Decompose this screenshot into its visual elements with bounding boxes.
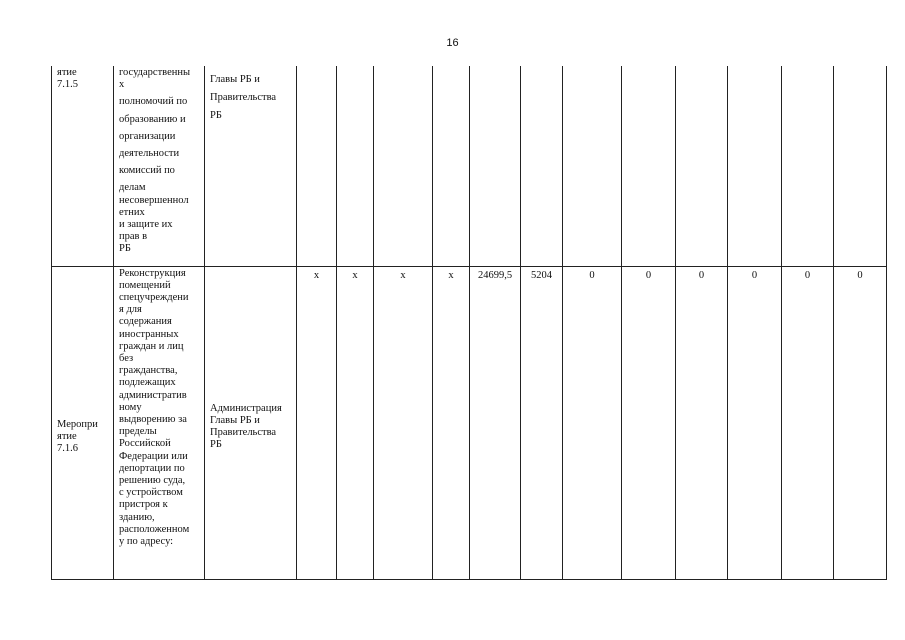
description-line: комиссий по <box>119 165 175 177</box>
value-cell <box>433 66 470 266</box>
description-line: Федерации или <box>119 450 188 462</box>
description-line: деятельности <box>119 148 180 160</box>
measure-id-line: ятие <box>57 430 77 442</box>
description-line: пределы <box>119 426 157 438</box>
value-cell <box>374 66 433 266</box>
description-line: граждан и лиц <box>119 340 184 352</box>
value-cell: 0 <box>676 266 728 579</box>
value-cell: 0 <box>728 266 782 579</box>
value-cell: x <box>374 266 433 579</box>
table-row <box>52 266 887 579</box>
measure-description-cell <box>114 266 205 579</box>
description-line: РБ <box>119 243 131 255</box>
executor-line: РБ <box>210 439 222 451</box>
measure-description-cell <box>114 66 205 266</box>
measure-id-line: ятие <box>57 67 77 78</box>
value-cell: 0 <box>563 266 622 579</box>
description-line: зданию, <box>119 511 155 523</box>
value-cell: 0 <box>834 266 887 579</box>
value-cell <box>834 66 887 266</box>
value-cell <box>521 66 563 266</box>
description-line: помещений <box>119 279 171 291</box>
description-line: выдворению за <box>119 413 187 425</box>
executor-line: Главы РБ и <box>210 414 260 426</box>
description-line: ному <box>119 401 142 413</box>
value-cell <box>470 66 521 266</box>
description-line: прав в <box>119 231 148 243</box>
description-line: гражданства, <box>119 365 178 377</box>
description-line: пристроя к <box>119 499 168 511</box>
value-cell: 5204 <box>521 266 563 579</box>
program-table <box>51 66 887 580</box>
description-line: государственны <box>119 67 191 78</box>
description-line: содержания <box>119 316 172 328</box>
value-cell: x <box>297 266 337 579</box>
description-line: Российской <box>119 438 171 450</box>
description-line: х <box>119 79 125 91</box>
executor-line: РБ <box>210 110 222 122</box>
description-line: без <box>119 352 134 364</box>
description-line: с устройством <box>119 487 183 499</box>
value-cell <box>622 66 676 266</box>
description-line: решению суда, <box>119 474 186 486</box>
executor-line: Администрация <box>210 402 282 414</box>
executor-line: Правительства <box>210 427 277 438</box>
value-cell <box>297 66 337 266</box>
description-line: я для <box>119 304 142 316</box>
description-line: полномочий по <box>119 96 188 108</box>
page-number: 16 <box>446 37 459 49</box>
description-line: спецучреждени <box>119 291 189 303</box>
executor-line: Правительства <box>210 92 277 104</box>
value-cell <box>337 66 374 266</box>
description-line: расположенном <box>119 523 190 535</box>
value-cell: x <box>337 266 374 579</box>
description-line: депортации по <box>119 462 185 474</box>
description-line: несовершеннол <box>119 194 189 206</box>
value-cell <box>676 66 728 266</box>
value-cell: 24699,5 <box>470 266 521 579</box>
description-line: и защите их <box>119 219 173 231</box>
measure-id-line: Меропри <box>57 418 98 430</box>
measure-id-line: 7.1.5 <box>57 79 78 91</box>
executor-cell <box>205 266 297 579</box>
measure-id-line: 7.1.6 <box>57 443 78 455</box>
executor-line: Главы РБ и <box>210 74 260 85</box>
value-cell: 0 <box>782 266 834 579</box>
description-line: у по адресу: <box>119 535 174 547</box>
value-cell <box>728 66 782 266</box>
description-line: образованию и <box>119 113 186 125</box>
value-cell: 0 <box>622 266 676 579</box>
description-line: иностранных <box>119 328 179 340</box>
value-cell: x <box>433 266 470 579</box>
description-line: административ <box>119 389 187 401</box>
description-line: организации <box>119 130 176 142</box>
executor-cell <box>205 66 297 266</box>
description-line: етних <box>119 206 145 218</box>
measure-id-cell <box>52 266 114 579</box>
table-row <box>52 66 887 266</box>
value-cell <box>563 66 622 266</box>
description-line: Реконструкция <box>119 267 186 279</box>
measure-id-cell <box>52 66 114 266</box>
description-line: подлежащих <box>119 377 176 389</box>
description-line: делам <box>119 182 146 194</box>
value-cell <box>782 66 834 266</box>
